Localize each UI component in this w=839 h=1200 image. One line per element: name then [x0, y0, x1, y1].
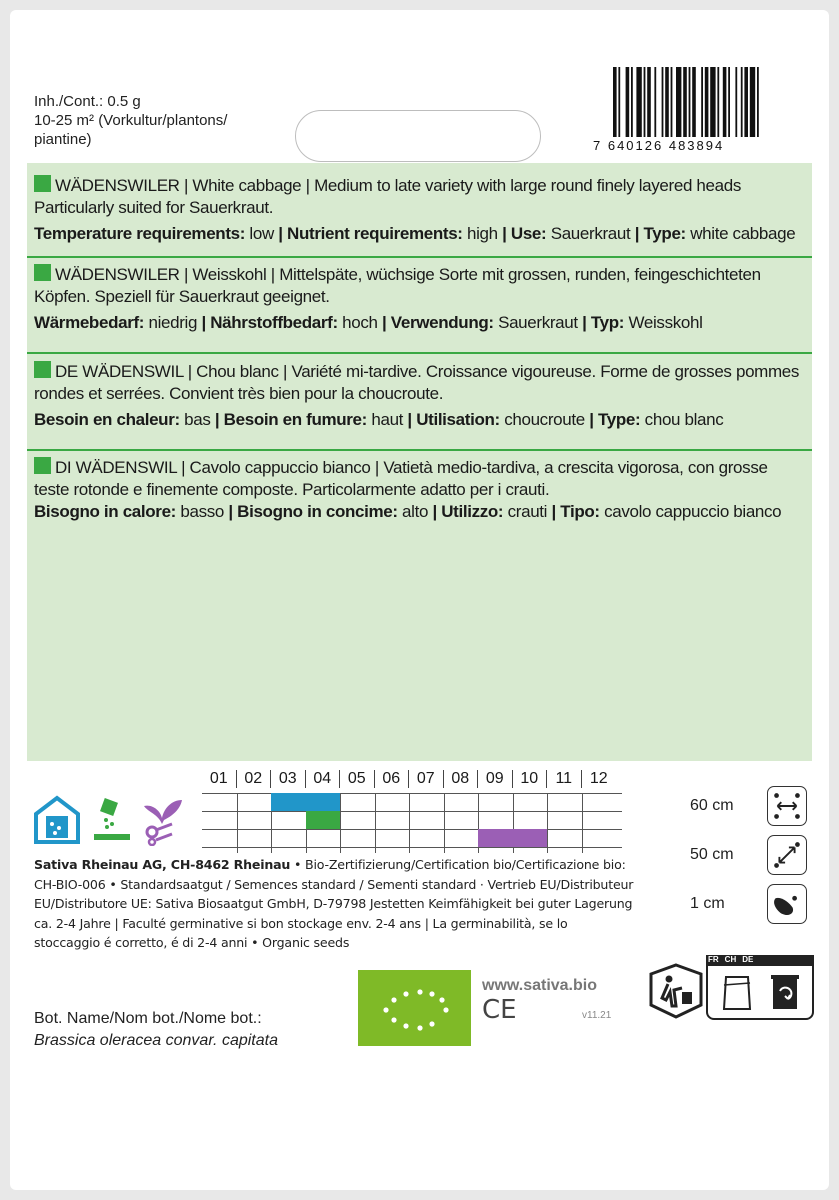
- calendar-gridline: [202, 811, 622, 812]
- month-label: 01: [202, 770, 237, 788]
- section-english: [34, 175, 805, 245]
- divider: [27, 352, 812, 354]
- month-label: 08: [444, 770, 479, 788]
- barcode-bar: [654, 67, 656, 137]
- company-text: • Bio-Zertifizierung/Certification bio/Certificazione bio: CH-BIO-006 • Standardsaatgut / Semences standard / Sementi standard · Vertrieb EU/Distributeur EU/Distributore UE: Sativa Biosaatgut GmbH, D-79798 Jestetten Keimfähigkeit bei guter Lagerung ca. 2-4 Jahre | Faculté germinative si bon stockage env. 2-4 ans | La germinabilità, se lo stoccaggio é corretto, é di 2-4 anni • Organic seeds: [34, 857, 634, 950]
- company-info: [34, 855, 634, 953]
- calendar-period-direct-sowing: [306, 811, 341, 829]
- section-french: [34, 361, 805, 431]
- label-ch: CH: [724, 955, 737, 964]
- version: v11.21: [582, 1010, 612, 1021]
- calendar-months: [202, 770, 616, 788]
- eu-star: [383, 1007, 388, 1012]
- recycle-bin-icon: [768, 971, 802, 1011]
- website: www.sativa.bio: [482, 977, 597, 994]
- barcode-bar: [741, 67, 743, 137]
- sowing-depth-icon: [767, 884, 807, 924]
- barcode-bar: [705, 67, 709, 137]
- barcode-bar: [701, 67, 703, 137]
- botanical-name: [34, 1008, 278, 1052]
- area-line-2: piantine): [34, 131, 92, 148]
- section-title: WÄDENSWILER | Weisskohl | Mittelspäte, wüchsige Sorte mit grossen, runden, feingeschichteten Köpfen. Speziell für Sauerkraut geeignet.: [34, 265, 761, 306]
- calendar-gridline: [202, 847, 622, 848]
- month-label: 06: [375, 770, 410, 788]
- eu-star: [417, 1025, 422, 1030]
- section-german: [34, 264, 805, 334]
- green-square-icon: [34, 361, 51, 378]
- section-props: Temperature requirements: low | Nutrient requirements: high | Use: Sauerkraut | Type: white cabbage: [34, 224, 796, 243]
- section-title: DI WÄDENSWIL | Cavolo cappuccio bianco | Vatietà medio-tardiva, a crescita vigorosa, con grosse teste rotonde e finemente composte. Particolarmente adatto per i crauti.: [34, 458, 768, 499]
- month-label: 07: [409, 770, 444, 788]
- eu-star: [429, 1021, 434, 1026]
- barcode-bar: [692, 67, 696, 137]
- barcode-bar: [717, 67, 719, 137]
- month-label: 02: [237, 770, 272, 788]
- botanical-value: Brassica oleracea convar. capitata: [34, 1032, 278, 1049]
- barcode-bar: [618, 67, 620, 137]
- section-italian: [34, 457, 805, 523]
- eu-organic-logo: [358, 970, 471, 1046]
- barcode-bar: [647, 67, 651, 137]
- eu-star: [439, 997, 444, 1002]
- barcode-bar: [636, 67, 641, 137]
- section-title: DE WÄDENSWIL | Chou blanc | Variété mi-tardive. Croissance vigoureuse. Forme de grosses pommes rondes et serrées. Convient très bien pour la choucroute.: [34, 362, 800, 403]
- barcode-bar: [710, 67, 715, 137]
- greenhouse-sowing-icon: [32, 794, 82, 846]
- calendar-gridline: [202, 793, 622, 794]
- month-label: 11: [547, 770, 582, 788]
- plant-spacing-label: 50 cm: [690, 846, 734, 863]
- barcode-bar: [644, 67, 646, 137]
- sowing-calendar: [202, 770, 616, 788]
- harvest-icon: [138, 794, 186, 846]
- green-square-icon: [34, 264, 51, 281]
- calendar-column-line: [409, 793, 410, 853]
- calendar-period-harvest: [513, 829, 548, 847]
- barcode-bar: [735, 67, 737, 137]
- row-spacing-label: 60 cm: [690, 797, 734, 814]
- paper-bag-icon: [722, 973, 752, 1011]
- calendar-column-line: [547, 793, 548, 853]
- calendar-period-harvest: [478, 829, 513, 847]
- section-props: Wärmebedarf: niedrig | Nährstoffbedarf: hoch | Verwendung: Sauerkraut | Typ: Weisskohl: [34, 313, 703, 332]
- section-props: Bisogno in calore: basso | Bisogno in concime: alto | Utilizzo: crauti | Tipo: cavolo cappuccio bianco: [34, 502, 782, 521]
- sowing-depth-label: 1 cm: [690, 895, 725, 912]
- barcode-bar: [683, 67, 687, 137]
- eu-star: [403, 991, 408, 996]
- barcode-bar: [728, 67, 730, 137]
- barcode-bar: [613, 67, 617, 137]
- direct-sowing-icon: [92, 798, 132, 844]
- barcode-bar: [631, 67, 633, 137]
- month-label: 04: [306, 770, 341, 788]
- green-square-icon: [34, 175, 51, 192]
- tidyman-recycling-icon: [648, 962, 704, 1020]
- barcode-bar: [662, 67, 664, 137]
- barcode-bar: [744, 67, 748, 137]
- label-de: DE: [742, 955, 754, 964]
- calendar-column-line: [444, 793, 445, 853]
- barcode-bar: [665, 67, 669, 137]
- barcode-bar: [676, 67, 681, 137]
- section-props: Besoin en chaleur: bas | Besoin en fumure: haut | Utilisation: choucroute | Type: chou blanc: [34, 410, 724, 429]
- content-info: [34, 92, 227, 149]
- eu-star: [443, 1007, 448, 1012]
- eu-star: [429, 991, 434, 996]
- barcode-bar: [626, 67, 630, 137]
- eu-star: [417, 989, 422, 994]
- eu-star: [391, 1017, 396, 1022]
- month-label: 05: [340, 770, 375, 788]
- eu-star: [403, 1023, 408, 1028]
- row-spacing-icon: [767, 786, 807, 826]
- barcode-bar: [757, 67, 759, 137]
- label-fr: FR: [708, 955, 719, 964]
- calendar-column-line: [340, 793, 341, 853]
- eu-leaf-stars-icon: [358, 970, 471, 1046]
- recycling-info-box: [706, 955, 812, 1017]
- eu-star: [391, 997, 396, 1002]
- company-name: Sativa Rheinau AG, CH-8462 Rheinau: [34, 857, 291, 872]
- description-panel: [27, 163, 812, 761]
- calendar-gridline: [202, 829, 622, 830]
- month-label: 10: [513, 770, 548, 788]
- month-label: 03: [271, 770, 306, 788]
- calendar-column-line: [237, 793, 238, 853]
- barcode-bar: [671, 67, 673, 137]
- hang-slot: [295, 110, 541, 162]
- barcode-number: 7 640126 483894: [593, 138, 725, 153]
- area-line-1: 10-25 m² (Vorkultur/plantons/: [34, 112, 228, 129]
- content-weight: Inh./Cont.: 0.5 g: [34, 93, 141, 110]
- month-label: 12: [589, 770, 608, 787]
- barcode-bar: [723, 67, 727, 137]
- calendar-column-line: [582, 793, 583, 853]
- ce-mark: CE: [482, 995, 517, 1025]
- divider: [27, 449, 812, 451]
- barcode-bar: [750, 67, 755, 137]
- calendar-period-greenhouse-sowing: [306, 793, 341, 811]
- barcode: [611, 67, 809, 149]
- calendar-period-greenhouse-sowing: [271, 793, 306, 811]
- divider: [27, 256, 812, 258]
- section-title: WÄDENSWILER | White cabbage | Medium to late variety with large round finely layered heads Particularly suited for Sauerkraut.: [34, 176, 741, 217]
- green-square-icon: [34, 457, 51, 474]
- calendar-column-line: [375, 793, 376, 853]
- month-label: 09: [478, 770, 513, 788]
- barcode-bar: [689, 67, 691, 137]
- botanical-label: Bot. Name/Nom bot./Nome bot.:: [34, 1010, 262, 1027]
- plant-spacing-icon: [767, 835, 807, 875]
